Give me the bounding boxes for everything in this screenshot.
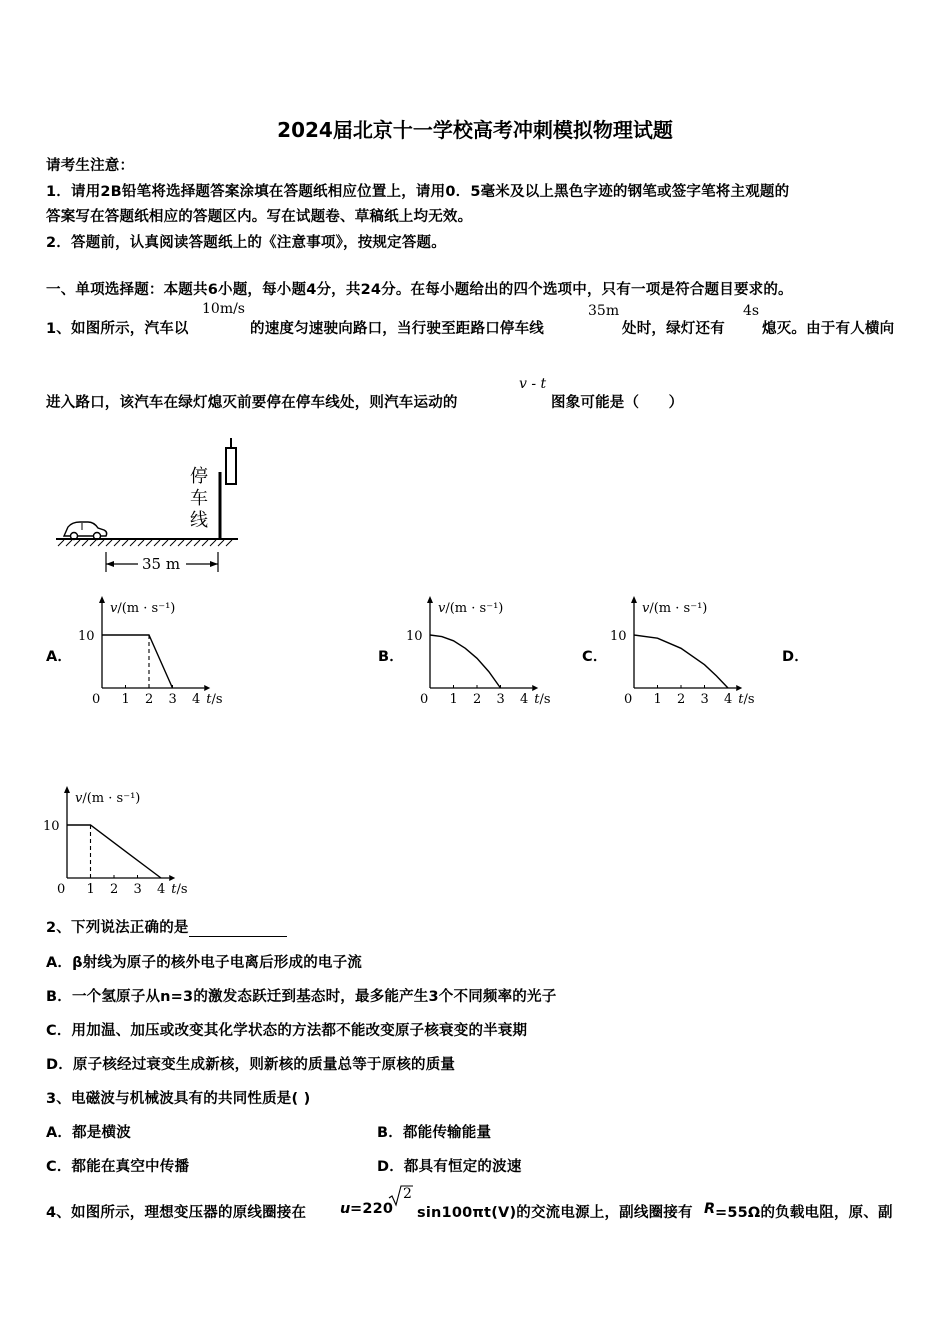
x-tick-label: 2 [677,692,686,707]
option-c-label: C． [582,649,608,665]
notice-line-3: 2．答题前，认真阅读答题纸上的《注意事项》，按规定答题。 [46,235,446,251]
y-tick-label: 10 [78,629,95,644]
velocity-series-line [67,825,161,878]
option-d-label: D． [782,649,809,665]
x-tick-label: 4 [157,882,166,897]
x-axis-arrow [204,685,210,691]
notice-line-2: 答案写在答题纸相应的答题区内。写在试题卷、草稿纸上均无效。 [46,209,473,225]
x-axis-label: t/s [534,692,551,707]
x-axis-arrow [532,685,538,691]
page-title: 2024届北京十一学校高考冲刺模拟物理试题 [277,118,673,142]
x-tick-label: 1 [121,692,130,707]
y-axis-label: v/(m · s⁻¹) [110,601,176,616]
notice-heading: 请考生注意： [46,158,135,174]
chart-option-d [40,782,210,902]
x-axis-arrow [736,685,742,691]
y-axis-arrow [99,596,105,603]
stop-line-label-1: 停 [190,466,208,487]
x-tick-label: 4 [724,692,733,707]
x-tick-label: 4 [520,692,529,707]
y-axis-label: v/(m · s⁻¹) [75,791,141,806]
x-tick-label: 0 [624,692,633,707]
q1-text-6: 图象可能是（ ） [551,395,684,411]
y-axis-arrow [427,596,433,603]
velocity-series-line [102,635,173,688]
q1-text-2: 的速度匀速驶向路口，当行驶至距路口停车线 [250,321,544,337]
y-tick-label: 10 [406,629,423,644]
q1-text-3: 处时，绿灯还有 [622,321,725,337]
y-axis-label: v/(m · s⁻¹) [642,601,708,616]
q1-time: 4s [743,303,760,319]
q2-option-d: D．原子核经过衰变生成新核，则新核的质量总等于原核的质量 [46,1057,456,1073]
x-tick-label: 4 [192,692,201,707]
q3-option-a: A．都是横波 [46,1125,131,1141]
q4-u-variable: u [340,1201,351,1217]
notice-line-1: 1．请用2B铅笔将选择题答案涂填在答题纸相应位置上，请用0．5毫米及以上黑色字迹的钢笔或签字笔将主观题的 [46,184,790,200]
x-tick-label: 1 [653,692,662,707]
chart-option-b [403,592,573,712]
q3-option-c: C．都能在真空中传播 [46,1159,190,1175]
q4-text-3: =55Ω的负载电阻，原、副 [715,1205,893,1221]
q2-option-a: A．β射线为原子的核外电子电离后形成的电子流 [46,955,362,971]
x-axis-arrow [169,875,175,881]
x-tick-label: 2 [145,692,154,707]
car-icon [64,522,107,540]
q2-stem-text: 2、下列说法正确的是 [46,920,189,936]
q2-answer-blank [189,922,287,937]
y-axis-label: v/(m · s⁻¹) [438,601,504,616]
x-tick-label: 1 [86,882,95,897]
q4-text-1: 4、如图所示，理想变压器的原线圈接在 [46,1205,307,1221]
y-axis-arrow [64,786,70,793]
distance-label: 35 m [142,555,181,573]
x-tick-label: 2 [473,692,482,707]
q3-stem: 3、电磁波与机械波具有的共同性质是( ) [46,1091,311,1107]
q4-voltage: =220 [350,1201,394,1217]
y-axis-arrow [631,596,637,603]
q4-text-2: sin100πt(V)的交流电源上，副线圈接有 [417,1205,693,1221]
x-axis-label: t/s [738,692,755,707]
q1-text-4: 熄灭。由于有人横向 [762,321,895,337]
q1-vt: v - t [519,376,547,392]
velocity-series-line [430,635,501,688]
x-tick-label: 0 [92,692,101,707]
x-axis-label: t/s [206,692,223,707]
q4-r-variable: R [704,1201,716,1217]
road-figure [50,430,250,580]
y-tick-label: 10 [43,819,60,834]
velocity-series-line [634,635,728,688]
chart-option-c [607,592,777,712]
stop-line-label-2: 车 [190,488,208,509]
q2-stem [46,916,287,937]
q1-distance: 35m [588,303,620,319]
q1-text-5: 进入路口，该汽车在绿灯熄灭前要停在停车线处，则汽车运动的 [46,395,458,411]
q1-text-1: 1、如图所示，汽车以 [46,321,189,337]
x-tick-label: 3 [168,692,177,707]
y-tick-label: 10 [610,629,627,644]
stop-line-label-3: 线 [190,510,208,531]
chart-option-a [75,592,245,712]
x-tick-label: 0 [420,692,429,707]
q1-speed: 10m/s [202,301,245,317]
section-heading: 一、单项选择题：本题共6小题，每小题4分，共24分。在每小题给出的四个选项中，只有一项是符合题目要求的。 [46,282,793,298]
option-a-label: A． [46,649,73,665]
traffic-light [226,448,236,484]
x-tick-label: 0 [57,882,66,897]
q2-option-b: B．一个氢原子从n=3的激发态跃迁到基态时，最多能产生3个不同频率的光子 [46,989,557,1005]
x-tick-label: 1 [449,692,458,707]
q3-option-d: D．都具有恒定的波速 [377,1159,522,1175]
x-tick-label: 3 [700,692,709,707]
option-b-label: B． [378,649,404,665]
x-tick-label: 3 [133,882,142,897]
q2-option-c: C．用加温、加压或改变其化学状态的方法都不能改变原子核衰变的半衰期 [46,1023,528,1039]
x-tick-label: 3 [496,692,505,707]
x-tick-label: 2 [110,882,119,897]
q3-option-b: B．都能传输能量 [377,1125,492,1141]
sqrt-radicand: 2 [403,1186,412,1202]
x-axis-label: t/s [171,882,188,897]
